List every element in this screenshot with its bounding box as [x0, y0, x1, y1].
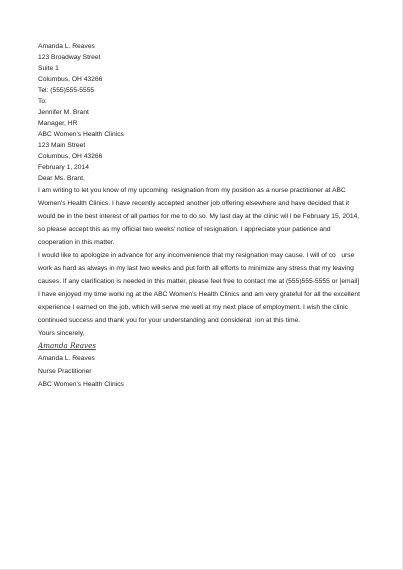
- paragraph-one: [38, 184, 368, 249]
- sender-suite: Suite 1: [38, 65, 59, 72]
- sender-name: Amanda L. Reaves: [38, 43, 95, 50]
- sender-city: Columbus, OH 43266: [38, 76, 103, 83]
- paragraph-line: Women's Health Clinics. I have recently accepted another job offering elsewhere and have decided that it: [38, 200, 350, 207]
- signoff-title: Nurse Practitioner: [38, 368, 92, 375]
- paragraph-line: would be in the best interest of all parties for me to do so. My last day at the clinic wil l be February 15, 2014,: [38, 213, 360, 220]
- paragraph-line: so please accept this as my official two weeks' notice of resignation. I appreciate your patience and: [38, 226, 331, 233]
- recipient-address-block: [38, 107, 368, 162]
- to-label: To:: [38, 98, 47, 105]
- recipient-title: Manager, HR: [38, 120, 78, 127]
- signoff-block: [38, 352, 368, 391]
- salutation: Dear Ms. Brant,: [38, 175, 85, 182]
- signoff-company: ABC Women's Health Clinics: [38, 381, 124, 388]
- paragraph-line: cooperation in this matter.: [38, 239, 115, 246]
- recipient-city: Columbus, OH 43266: [38, 153, 103, 160]
- paragraph-line: continued success and thank you for your understanding and considerat ion at this time.: [38, 317, 301, 324]
- paragraph-line: work as hard as always in my last two weeks and put forth all efforts to minimize any stress that my leaving: [38, 265, 354, 272]
- resignation-letter: [38, 41, 368, 391]
- recipient-name: Jennifer M. Brant: [38, 109, 89, 116]
- paragraph-two: [38, 249, 368, 327]
- paragraph-line: I would like to apologize in advance for any inconvenience that my resignation may cause. I will of co urse: [38, 252, 355, 259]
- sender-address-block: [38, 41, 368, 96]
- sender-phone: Tel: (555)555-5555: [38, 87, 95, 94]
- recipient-company: ABC Women's Health Clinics: [38, 131, 124, 138]
- closing: Yours sincerely,: [38, 330, 85, 337]
- signoff-name: Amanda L. Reaves: [38, 355, 95, 362]
- sender-street: 123 Broadway Street: [38, 54, 101, 61]
- recipient-street: 123 Main Street: [38, 142, 86, 149]
- handwritten-signature: Amanda Reaves: [38, 341, 97, 350]
- paragraph-line: experience I earned on the job, which will serve me well at my next place of employment. I wish the clinic: [38, 304, 348, 311]
- letter-date: February 1, 2014: [38, 164, 89, 171]
- paragraph-line: I am writing to let you know of my upcoming resignation from my position as a nurse practitioner at ABC: [38, 187, 346, 194]
- paragraph-line: I have enjoyed my time worki ng at the ABC Women's Health Clinics and am very grateful for all the excellent: [38, 291, 360, 298]
- paragraph-line: causes. If any clarification is needed in this matter, please feel free to contact me at (555)555-5555 or [email]: [38, 278, 360, 285]
